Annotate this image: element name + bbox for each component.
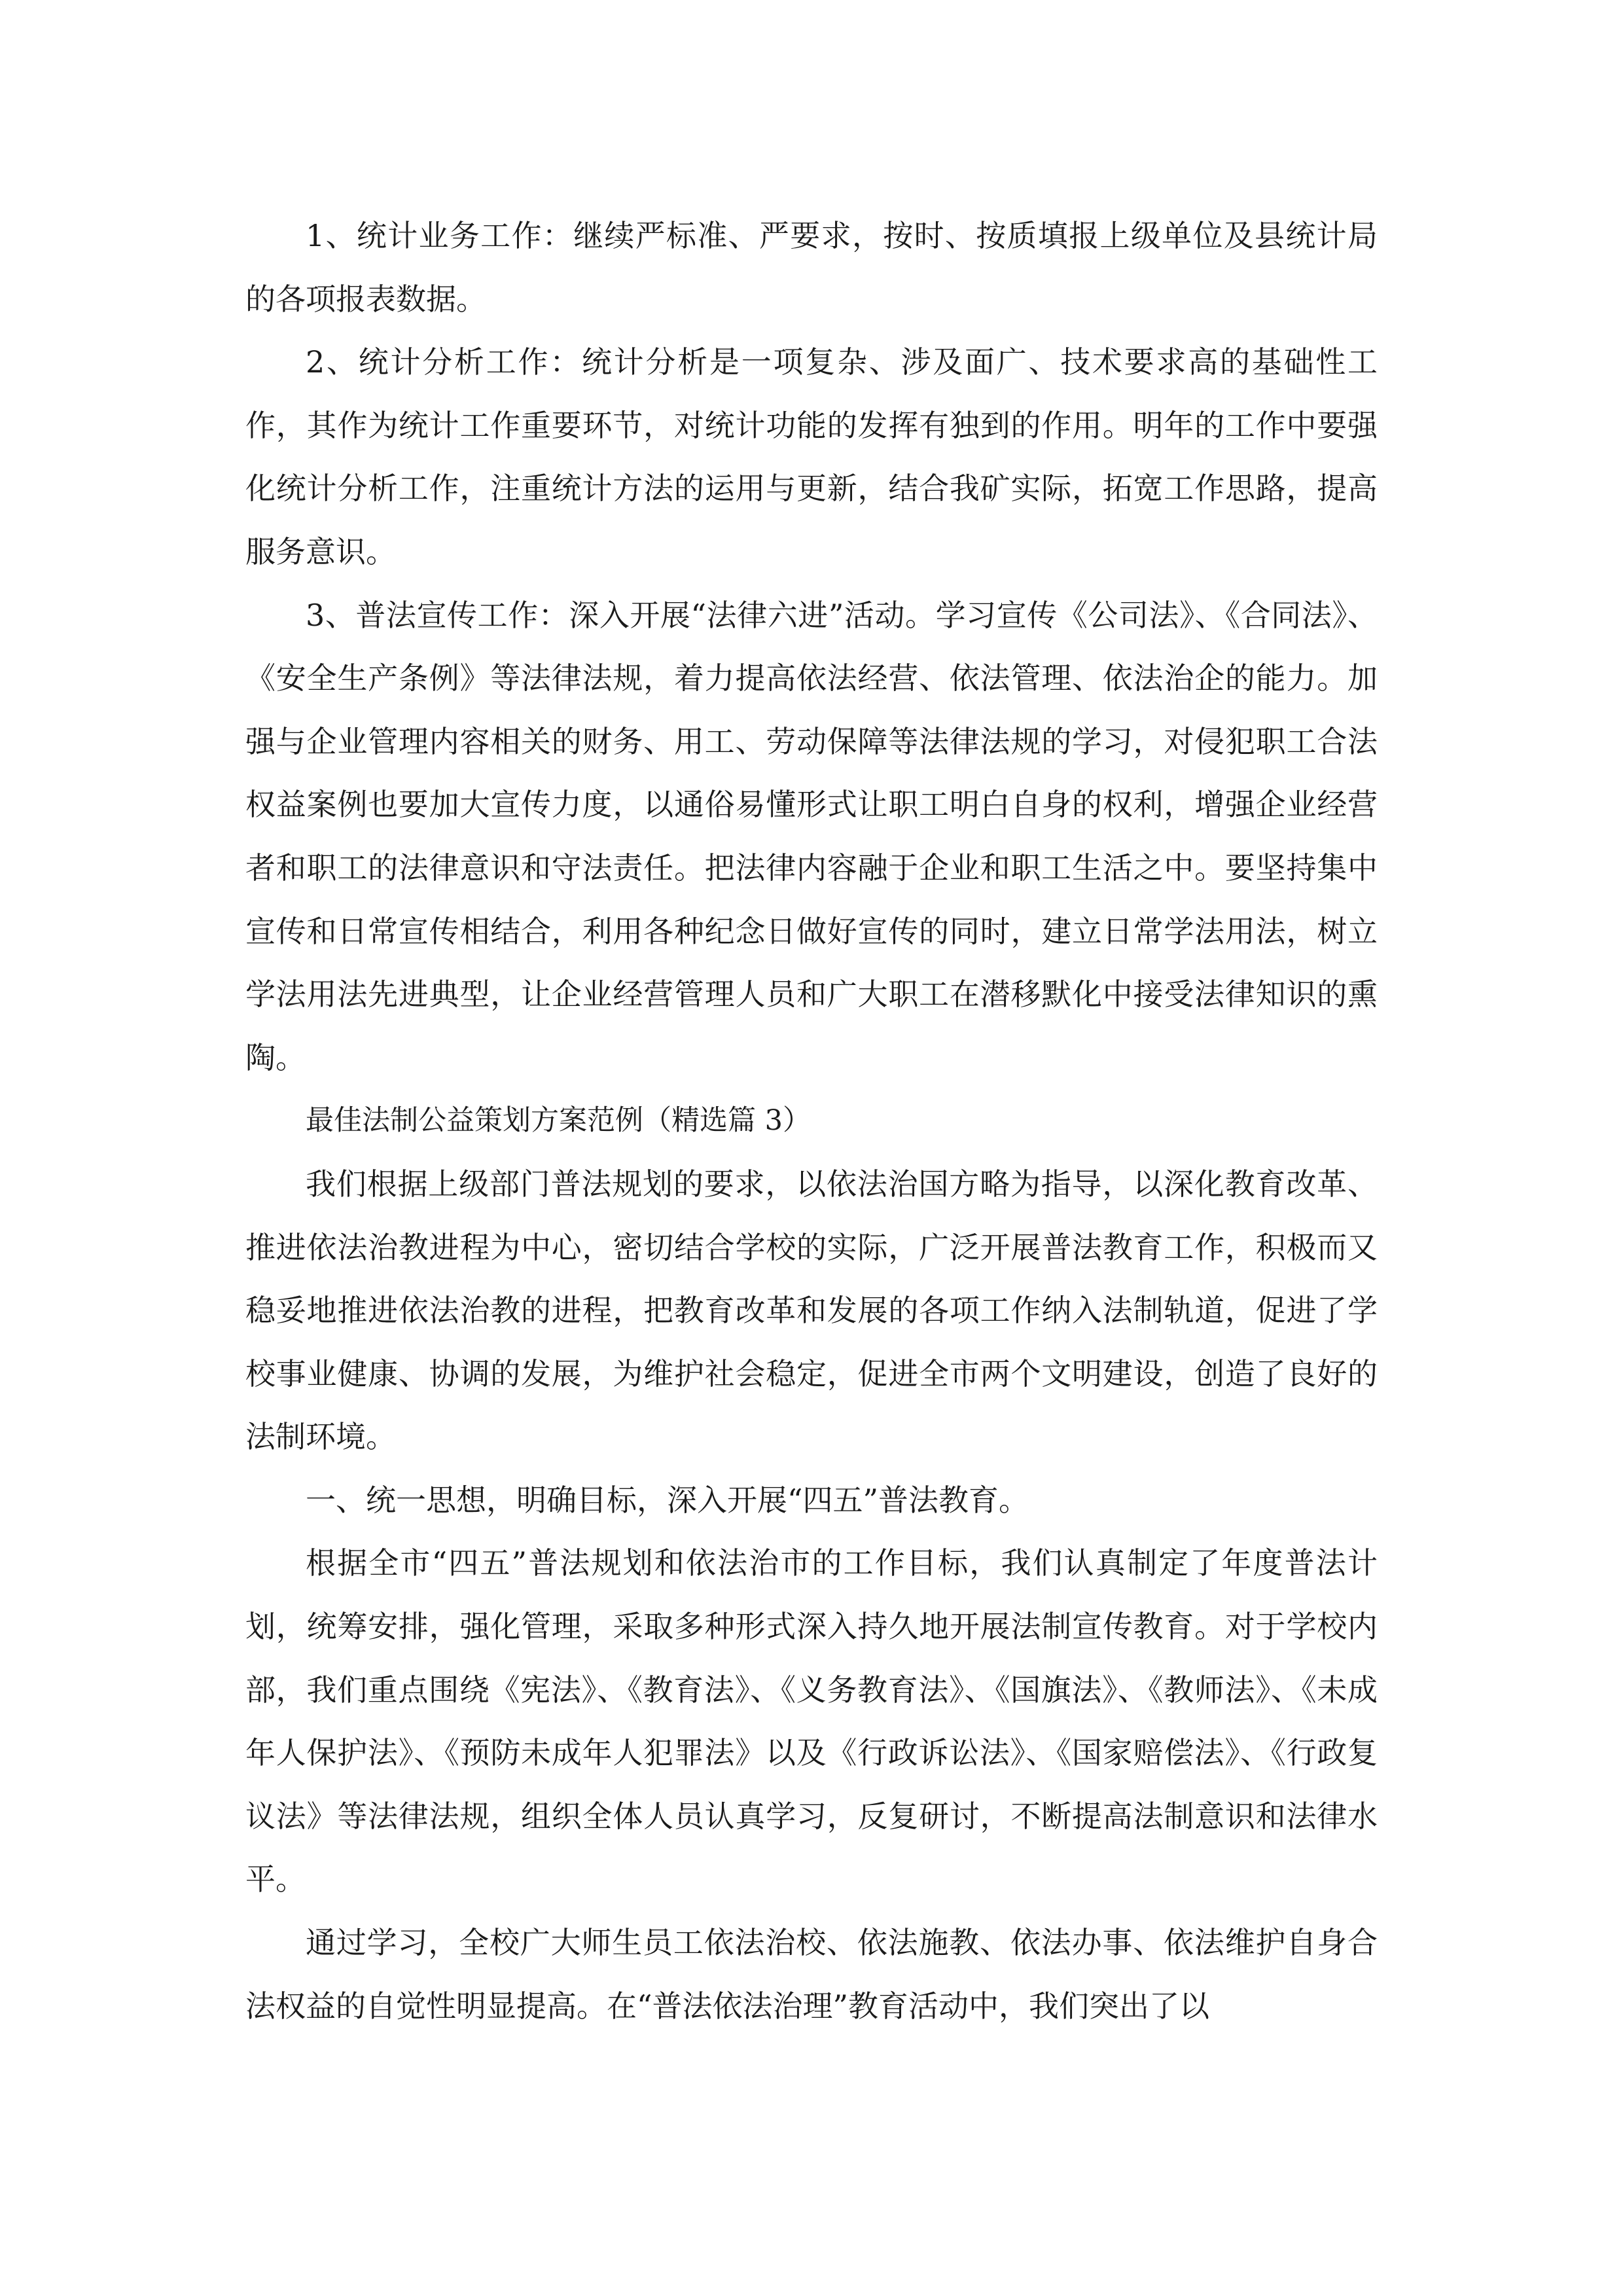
paragraph-plan: 根据全市“四五”普法规划和依法治市的工作目标，我们认真制定了年度普法计划，统筹安排，强化管理，采取多种形式深入持久地开展法制宣传教育。对于学校内部，我们重点围绕《宪法》、《教育法》、《义务教育法》、《国旗法》、《教师法》、《未成年人保护法》、《预防未成年人犯罪法》以及《行政诉讼法》、《国家赔偿法》、《行政复议法》等法律法规，组织全体人员认真学习，反复研讨，不断提高法制意识和法律水平。 [245, 1545, 1378, 1897]
paragraph-statistics-analysis: 2、统计分析工作：统计分析是一项复杂、涉及面广、技术要求高的基础性工作，其作为统计工作重要环节，对统计功能的发挥有独到的作用。明年的工作中要强化统计分析工作，注重统计方法的运用与更新，结合我矿实际，拓宽工作思路，提高服务意识。 [245, 344, 1378, 569]
document-body [245, 204, 1378, 2037]
paragraph-results: 通过学习，全校广大师生员工依法治校、依法施教、依法办事、依法维护自身合法权益的自觉性明显提高。在“普法依法治理”教育活动中，我们突出了以 [245, 1925, 1378, 2024]
paragraph-intro: 我们根据上级部门普法规划的要求，以依法治国方略为指导，以深化教育改革、推进依法治教进程为中心，密切结合学校的实际，广泛开展普法教育工作，积极而又稳妥地推进依法治教的进程，把教育改革和发展的各项工作纳入法制轨道，促进了学校事业健康、协调的发展，为维护社会稳定，促进全市两个文明建设，创造了良好的法制环境。 [245, 1166, 1378, 1455]
paragraph-statistics-business: 1、统计业务工作：继续严标准、严要求，按时、按质填报上级单位及县统计局的各项报表数据。 [245, 218, 1378, 317]
paragraph-law-publicity: 3、普法宣传工作：深入开展“法律六进”活动。学习宣传《公司法》、《合同法》、《安全生产条例》等法律法规，着力提高依法经营、依法管理、依法治企的能力。加强与企业管理内容相关的财务、用工、劳动保障等法律法规的学习，对侵犯职工合法权益案例也要加大宣传力度，以通俗易懂形式让职工明白自身的权利，增强企业经营者和职工的法律意识和守法责任。把法律内容融于企业和职工生活之中。要坚持集中宣传和日常宣传相结合，利用各种纪念日做好宣传的同时，建立日常学法用法，树立学法用法先进典型，让企业经营管理人员和广大职工在潜移默化中接受法律知识的熏陶。 [245, 597, 1378, 1075]
paragraph-subheading-one: 一、统一思想，明确目标，深入开展“四五”普法教育。 [306, 1482, 1029, 1518]
section-heading: 最佳法制公益策划方案范例（精选篇 3） [306, 1104, 812, 1138]
